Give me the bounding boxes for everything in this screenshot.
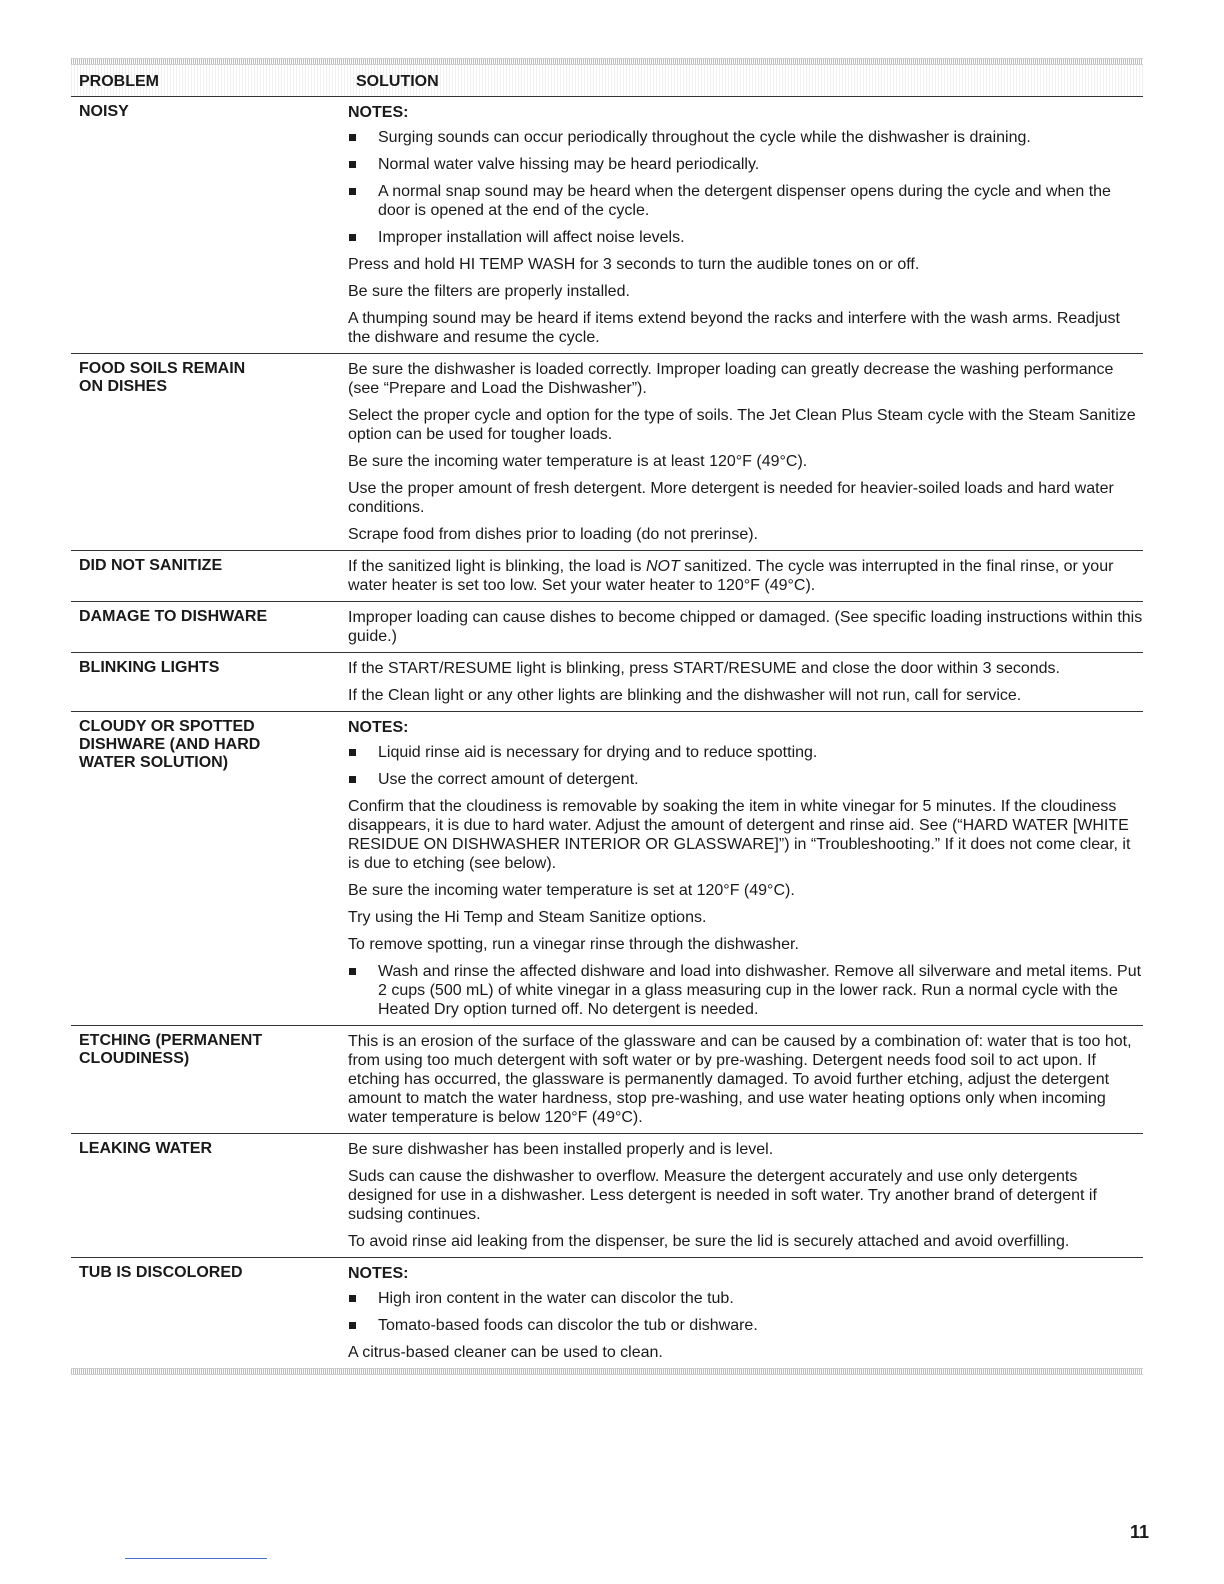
- text-segment: sanitized. The cycle was interrupted in the final rinse, or your water heater is set too low. Set your water heater to 120°F (49°C).: [348, 558, 1114, 594]
- solution-cell: [348, 718, 1143, 1019]
- bullet-square-icon: [349, 776, 356, 783]
- solution-cell: [348, 659, 1143, 705]
- bullet-item: [348, 1316, 1143, 1335]
- solution-paragraph: [348, 557, 1143, 595]
- bullet-square-icon: [349, 188, 356, 195]
- table-body: [71, 97, 1143, 1368]
- table-row: [71, 712, 1143, 1026]
- solution-cell: [348, 1264, 1143, 1362]
- bullet-text: Use the correct amount of detergent.: [378, 771, 639, 788]
- bullet-item: [348, 182, 1143, 220]
- bottom-rule: [71, 1368, 1143, 1375]
- footer-link-line: [125, 1558, 267, 1559]
- solution-cell: [348, 1140, 1143, 1251]
- header-problem: PROBLEM: [79, 73, 159, 90]
- bullet-item: [348, 128, 1143, 147]
- solution-paragraph: Be sure the filters are properly installed.: [348, 283, 630, 300]
- problem-cell: CLOUDY OR SPOTTED DISHWARE (AND HARD WATER SOLUTION): [79, 718, 261, 771]
- table-row: [71, 551, 1143, 602]
- solution-paragraph: If the Clean light or any other lights are blinking and the dishwasher will not run, call for service.: [348, 687, 1022, 704]
- bullet-text: Wash and rinse the affected dishware and load into dishwasher. Remove all silverware and metal items. Put 2 cups (500 mL) of white vinegar in a glass measuring cup in the lower rack. Run a normal cycle with the Heated Dry option turned off. No detergent is needed.: [378, 963, 1142, 1018]
- bullet-square-icon: [349, 968, 356, 975]
- table-header: [71, 65, 1143, 97]
- bullet-item: [348, 962, 1143, 1019]
- solution-paragraph: Use the proper amount of fresh detergent. More detergent is needed for heavier-soiled loads and hard water conditions.: [348, 480, 1114, 516]
- solution-paragraph: To avoid rinse aid leaking from the dispenser, be sure the lid is securely attached and avoid overfilling.: [348, 1233, 1070, 1250]
- header-solution: SOLUTION: [356, 73, 439, 90]
- solution-paragraph: A citrus-based cleaner can be used to clean.: [348, 1344, 663, 1361]
- solution-paragraph: Confirm that the cloudiness is removable by soaking the item in white vinegar for 5 minutes. If the cloudiness disappears, it is due to hard water. Adjust the amount of detergent and rinse aid. See (“HARD WATER [WHITE RESIDUE ON DISHWASHER INTERIOR OR GLASSWARE]”) in “Troubleshooting.” If it does not come clear, it is due to etching (see below).: [348, 798, 1131, 872]
- table-row: [71, 602, 1143, 653]
- bullet-text: A normal snap sound may be heard when the detergent dispenser opens during the cycle and when the door is opened at the end of the cycle.: [378, 183, 1111, 219]
- bullet-text: Improper installation will affect noise levels.: [378, 229, 685, 246]
- table-row: [71, 1258, 1143, 1368]
- bullet-square-icon: [349, 749, 356, 756]
- bullet-item: [348, 228, 1143, 247]
- solution-paragraph: Be sure the dishwasher is loaded correctly. Improper loading can greatly decrease the washing performance (see “Prepare and Load the Dishwasher”).: [348, 361, 1114, 397]
- top-rule: [71, 58, 1143, 65]
- bullet-text: High iron content in the water can discolor the tub.: [378, 1290, 734, 1307]
- troubleshooting-table: [71, 58, 1143, 1375]
- solution-paragraph: Select the proper cycle and option for the type of soils. The Jet Clean Plus Steam cycle with the Steam Sanitize option can be used for tougher loads.: [348, 407, 1136, 443]
- bullet-square-icon: [349, 1295, 356, 1302]
- table-row: [71, 653, 1143, 712]
- problem-cell: TUB IS DISCOLORED: [79, 1264, 243, 1281]
- solution-paragraph: Scrape food from dishes prior to loading (do not prerinse).: [348, 526, 758, 543]
- solution-cell: [348, 608, 1143, 646]
- bullet-square-icon: [349, 1322, 356, 1329]
- solution-paragraph: Improper loading can cause dishes to become chipped or damaged. (See specific loading instructions within this guide.): [348, 609, 1143, 645]
- emphasis-text: NOT: [645, 558, 680, 575]
- solution-paragraph: Be sure the incoming water temperature is at least 120°F (49°C).: [348, 453, 808, 470]
- problem-cell: ETCHING (PERMANENT CLOUDINESS): [79, 1032, 263, 1067]
- solution-paragraph: If the START/RESUME light is blinking, press START/RESUME and close the door within 3 seconds.: [348, 660, 1060, 677]
- bullet-text: Liquid rinse aid is necessary for drying and to reduce spotting.: [378, 744, 818, 761]
- solution-cell: [348, 103, 1143, 347]
- bullet-square-icon: [349, 161, 356, 168]
- solution-cell: [348, 1032, 1143, 1127]
- bullet-square-icon: [349, 134, 356, 141]
- table-row: [71, 1026, 1143, 1134]
- solution-paragraph: Try using the Hi Temp and Steam Sanitize options.: [348, 909, 707, 926]
- bullet-text: Tomato-based foods can discolor the tub or dishware.: [378, 1317, 758, 1334]
- notes-heading: NOTES:: [348, 104, 409, 121]
- table-row: [71, 1134, 1143, 1258]
- solution-paragraph: Suds can cause the dishwasher to overflow. Measure the detergent accurately and use only detergents designed for use in a dishwasher. Less detergent is needed in soft water. Try another brand of detergent if sudsing continues.: [348, 1168, 1097, 1223]
- problem-cell: DID NOT SANITIZE: [79, 557, 223, 574]
- table-row: [71, 97, 1143, 354]
- problem-cell: FOOD SOILS REMAIN ON DISHES: [79, 360, 246, 395]
- bullet-text: Normal water valve hissing may be heard periodically.: [378, 156, 760, 173]
- bullet-item: [348, 155, 1143, 174]
- page-number: 11: [1130, 1522, 1150, 1542]
- solution-paragraph: Press and hold HI TEMP WASH for 3 seconds to turn the audible tones on or off.: [348, 256, 920, 273]
- solution-cell: [348, 557, 1143, 595]
- bullet-square-icon: [349, 234, 356, 241]
- solution-paragraph: This is an erosion of the surface of the glassware and can be caused by a combination of: water that is too hot, from using too much detergent with soft water or by pre-washing. Detergent needs food soil to act upon. If etching has occurred, the glassware is permanently damaged. To avoid further etching, adjust the detergent amount to match the water hardness, stop pre-washing, and use water heating options only when incoming water temperature is below 120°F (49°C).: [348, 1033, 1132, 1126]
- problem-cell: BLINKING LIGHTS: [79, 659, 220, 676]
- solution-paragraph: A thumping sound may be heard if items extend beyond the racks and interfere with the wash arms. Readjust the dishware and resume the cycle.: [348, 310, 1120, 346]
- bullet-item: [348, 743, 1143, 762]
- notes-heading: NOTES:: [348, 719, 409, 736]
- problem-cell: NOISY: [79, 103, 129, 120]
- bullet-item: [348, 1289, 1143, 1308]
- solution-paragraph: To remove spotting, run a vinegar rinse through the dishwasher.: [348, 936, 799, 953]
- table-row: [71, 354, 1143, 551]
- solution-cell: [348, 360, 1143, 544]
- solution-paragraph: Be sure the incoming water temperature is set at 120°F (49°C).: [348, 882, 795, 899]
- problem-cell: DAMAGE TO DISHWARE: [79, 608, 268, 625]
- problem-cell: LEAKING WATER: [79, 1140, 213, 1157]
- text-segment: If the sanitized light is blinking, the load is: [348, 558, 646, 575]
- bullet-text: Surging sounds can occur periodically throughout the cycle while the dishwasher is draining.: [378, 129, 1031, 146]
- bullet-item: [348, 770, 1143, 789]
- solution-paragraph: Be sure dishwasher has been installed properly and is level.: [348, 1141, 774, 1158]
- notes-heading: NOTES:: [348, 1265, 409, 1282]
